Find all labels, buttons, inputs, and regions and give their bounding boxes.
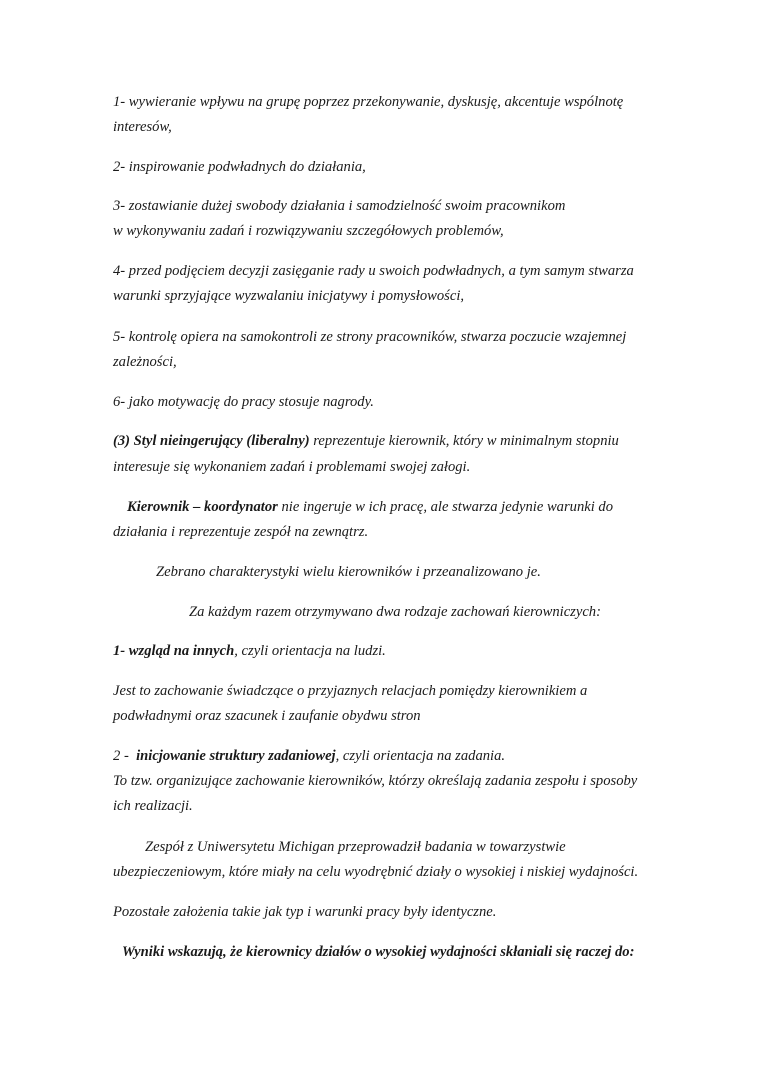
coordinator-text: nie ingeruje w ich pracę, ale stwarza jedynie warunki do xyxy=(277,499,614,515)
results-text: Wyniki wskazują, że kierownicy działów o wysokiej wydajności skłaniali się raczej do: xyxy=(122,944,635,960)
liberal-style-term: (3) Styl nieingerujący (liberalny) xyxy=(113,433,310,449)
item-4-line-2: warunki sprzyjające wyzwalaniu inicjatywy i pomysłowości, xyxy=(113,288,465,304)
behavior-1-text: , czyli orientacja na ludzi. xyxy=(234,643,386,659)
item-6-line-1: 6- jako motywację do pracy stosuje nagrody. xyxy=(113,394,374,410)
behavior-1-desc-line-1: Jest to zachowanie świadczące o przyjaznych relacjach pomiędzy kierownikiem a xyxy=(113,683,588,699)
behavior-2-term: inicjowanie struktury zadaniowej xyxy=(136,748,336,764)
behavior-1-term: 1- wzgląd na innych xyxy=(113,643,235,659)
michigan-line-2: ubezpieczeniowym, które miały na celu wyodrębnić działy o wysokiej i niskiej wydajności. xyxy=(113,864,639,880)
item-5-line-1: 5- kontrolę opiera na samokontroli ze strony pracowników, stwarza poczucie wzajemnej xyxy=(113,329,627,345)
coordinator-line-1 xyxy=(127,498,613,516)
each-time-paragraph: Za każdym razem otrzymywano dwa rodzaje zachowań kierowniczych: xyxy=(189,604,601,620)
item-1-line-1: 1- wywieranie wpływu na grupę poprzez przekonywanie, dyskusję, akcentuje wspólnotę xyxy=(113,94,624,110)
item-5-line-2: zależności, xyxy=(113,354,177,370)
item-1-line-2: interesów, xyxy=(113,119,172,135)
other-assumptions-paragraph: Pozostałe założenia takie jak typ i warunki pracy były identyczne. xyxy=(113,904,497,920)
liberal-style-line-2: interesuje się wykonaniem zadań i problemami swojej załogi. xyxy=(113,459,471,475)
liberal-style-line-1 xyxy=(113,432,619,450)
behavior-1-heading xyxy=(113,642,386,660)
coordinator-line-2: działania i reprezentuje zespół na zewnątrz. xyxy=(113,524,369,540)
liberal-style-text: reprezentuje kierownik, który w minimalnym stopniu xyxy=(309,433,619,449)
item-3-line-1: 3- zostawianie dużej swobody działania i samodzielność swoim pracownikom xyxy=(113,198,566,214)
item-4-line-1: 4- przed podjęciem decyzji zasięganie rady u swoich podwładnych, a tym samym stwarza xyxy=(113,263,634,279)
behavior-2-desc-line-2: ich realizacji. xyxy=(113,798,193,814)
michigan-line-1: Zespół z Uniwersytetu Michigan przeprowadził badania w towarzystwie xyxy=(145,839,566,855)
behavior-2-prefix: 2 - xyxy=(113,748,137,764)
behavior-2-text: , czyli orientacja na zadania. xyxy=(335,748,506,764)
behavior-2-heading xyxy=(113,747,505,765)
collected-paragraph: Zebrano charakterystyki wielu kierowników i przeanalizowano je. xyxy=(156,564,541,580)
behavior-2-desc-line-1: To tzw. organizujące zachowanie kierowników, którzy określają zadania zespołu i sposoby xyxy=(113,773,638,789)
behavior-1-desc-line-2: podwładnymi oraz szacunek i zaufanie obydwu stron xyxy=(113,708,421,724)
item-3-line-2: w wykonywaniu zadań i rozwiązywaniu szczegółowych problemów, xyxy=(113,223,504,239)
coordinator-term: Kierownik – koordynator xyxy=(127,499,278,515)
item-2-line-1: 2- inspirowanie podwładnych do działania, xyxy=(113,159,366,175)
results-heading xyxy=(122,943,634,961)
